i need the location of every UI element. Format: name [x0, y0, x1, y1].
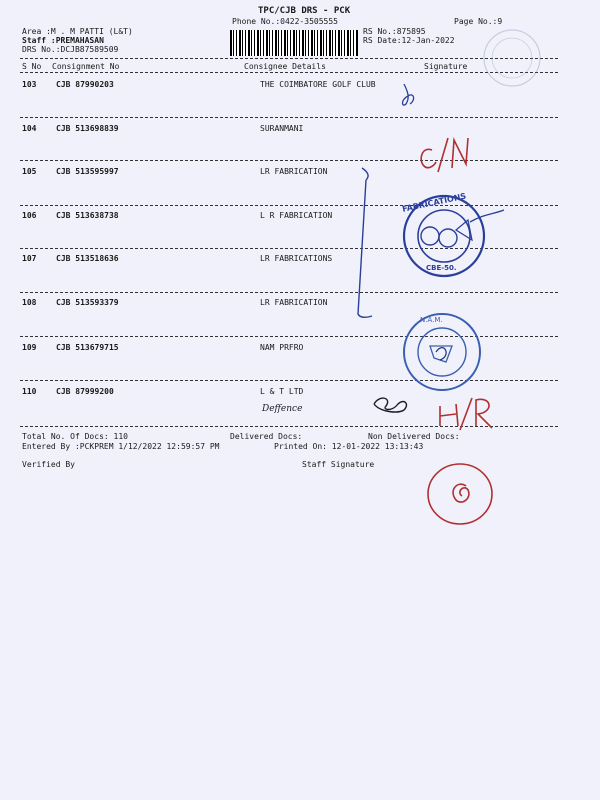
column-header-consignment: Consignment No	[52, 62, 120, 71]
nam-stamp-text: N.A.M.	[420, 316, 443, 324]
row-sno: 109	[22, 343, 37, 352]
column-header-consignee: Consignee Details	[244, 62, 326, 71]
lr-stamp-text: FABRICATIONS	[401, 191, 467, 214]
row-consignee: THE COIMBATORE GOLF CLUB	[260, 80, 376, 89]
row-sno: 108	[22, 298, 37, 307]
row-consignee: LR FABRICATION	[260, 167, 328, 176]
row-consignment: CJB 87990203	[56, 80, 114, 89]
row-sno: 105	[22, 167, 37, 176]
rs-number: RS No.:875895	[363, 27, 426, 36]
row-sno: 107	[22, 254, 37, 263]
row-consignee: LR FABRICATIONS	[260, 254, 333, 263]
lr-stamp-city: CBE-50.	[426, 264, 457, 272]
handwritten-note: Deffence	[262, 404, 303, 414]
non-delivered-docs: Non Delivered Docs:	[368, 432, 460, 441]
row-sno: 110	[22, 387, 37, 396]
row-sno: 104	[22, 124, 37, 133]
document-title: TPC/CJB DRS - PCK	[258, 6, 351, 16]
row-consignee: L & T LTD	[260, 387, 304, 396]
bracket-mark	[358, 168, 372, 317]
page-number: Page No.:9	[454, 17, 503, 26]
column-header-sno: S No	[22, 62, 42, 71]
delivered-docs: Delivered Docs:	[230, 432, 303, 441]
row-consignee: SURANMANI	[260, 124, 304, 133]
signature-scribble	[403, 84, 414, 105]
total-docs: Total No. Of Docs: 110	[22, 432, 128, 441]
row-consignment: CJB 513638738	[56, 211, 119, 220]
printed-on: Printed On: 12-01-2022 13:13:43	[274, 442, 424, 451]
row-sno: 106	[22, 211, 37, 220]
staff-signature-label: Staff Signature	[302, 460, 375, 469]
red-swirl-mark	[428, 464, 492, 524]
phone-number: Phone No.:0422-3505555	[232, 17, 338, 26]
row-consignment: CJB 513518636	[56, 254, 119, 263]
entered-by: Entered By :PCKPREM 1/12/2022 12:59:57 PM	[22, 442, 220, 451]
verified-by: Verified By	[22, 460, 75, 469]
rs-date: RS Date:12-Jan-2022	[363, 36, 455, 45]
row-consignment: CJB 513595997	[56, 167, 119, 176]
faint-round-stamp	[484, 30, 540, 86]
drs-number: DRS No.:DCJB87589509	[22, 45, 119, 54]
row-consignment: CJB 87999200	[56, 387, 114, 396]
hr-handwriting	[440, 398, 492, 430]
row-consignee: LR FABRICATION	[260, 298, 328, 307]
cn-handwriting	[421, 138, 468, 172]
row-consignment: CJB 513593379	[56, 298, 119, 307]
row-consignee: NAM PRFRO	[260, 343, 304, 352]
row-consignment: CJB 513698839	[56, 124, 119, 133]
row-consignee: L R FABRICATION	[260, 211, 333, 220]
nam-stamp	[404, 314, 480, 390]
area-field: Area :M . M PATTI (L&T)	[22, 27, 133, 36]
row-consignment: CJB 513679715	[56, 343, 119, 352]
row-sno: 103	[22, 80, 37, 89]
staff-field: Staff :PREMAHASAN	[22, 36, 104, 45]
column-header-signature: Signature	[424, 62, 468, 71]
lt-scribble	[374, 398, 406, 412]
